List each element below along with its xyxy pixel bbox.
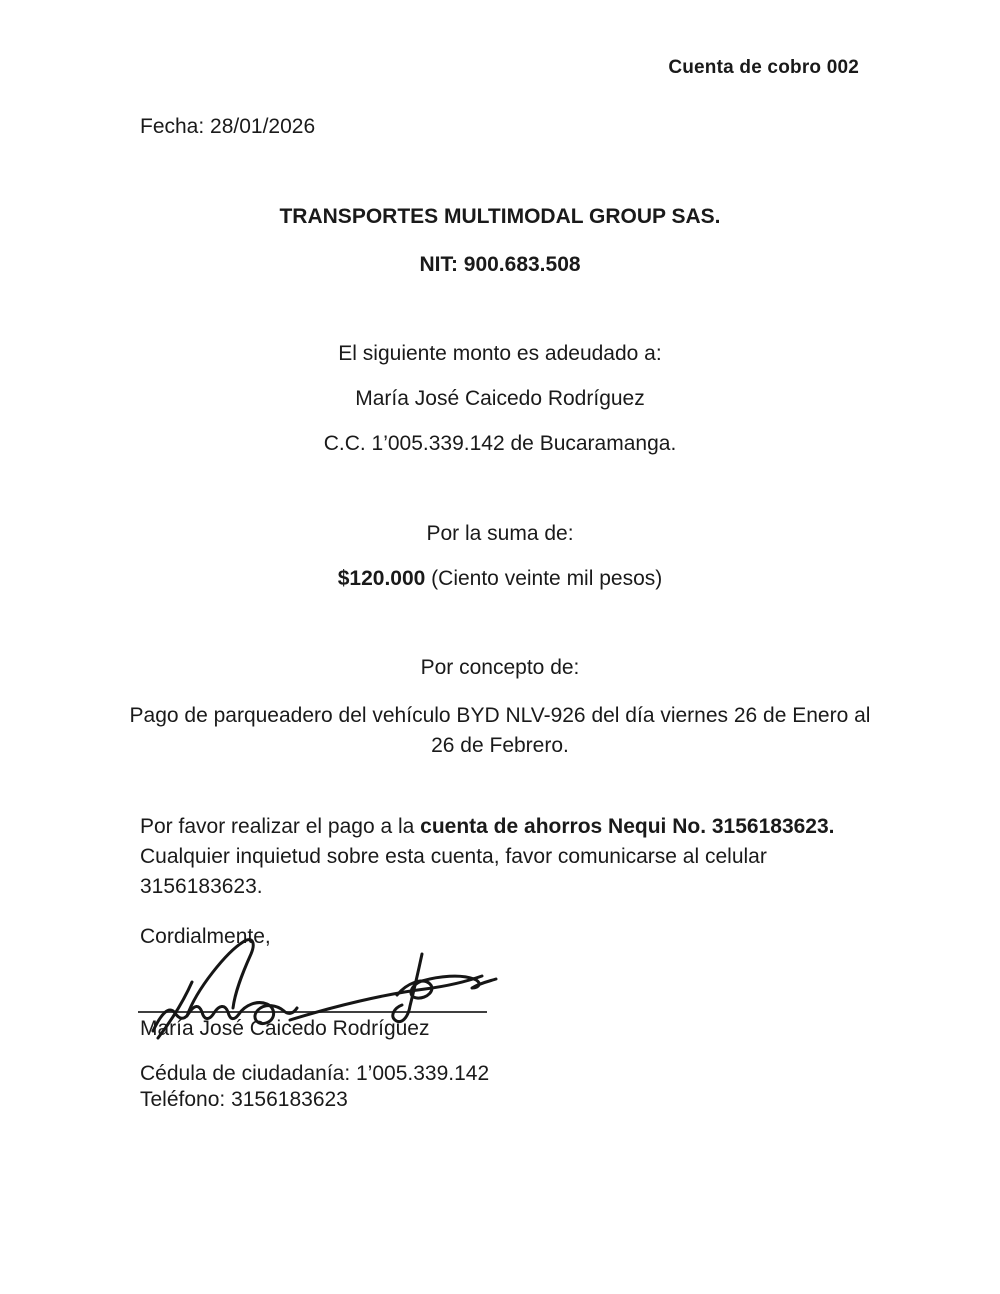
signature-sweep-stroke [290,976,482,1020]
owed-intro-line: El siguiente monto es adeudado a: [338,342,662,365]
company-name: TRANSPORTES MULTIMODAL GROUP SAS. [279,205,721,228]
payment-instructions [140,812,885,902]
concept-label: Por concepto de: [420,656,580,679]
document-number-header: Cuenta de cobro 002 [668,57,859,78]
amount-in-words: (Ciento veinte mil pesos) [425,567,663,590]
payee-name: María José Caicedo Rodríguez [355,387,645,410]
payment-account-bold: cuenta de ahorros Nequi No. 3156183623. [420,815,835,838]
payment-prefix: Por favor realizar el pago a la [140,815,421,838]
amount-line [0,566,1000,592]
signature-line [138,1011,487,1013]
signer-printed-name: María José Caicedo Rodríguez [140,1017,430,1040]
signer-id-line: Cédula de ciudadanía: 1’005.339.142 [140,1062,490,1085]
date-line: Fecha: 28/01/2026 [140,115,316,138]
payment-note-line: Cualquier inquietud sobre esta cuenta, favor comunicarse al celular 3156183623. [140,845,767,899]
amount-label: Por la suma de: [426,522,574,545]
signature-flourish-stroke [397,976,496,998]
concept-text: Pago de parqueadero del vehículo BYD NLV-926 del día viernes 26 de Enero al 26 de Febrero. [129,704,871,758]
signature-loop-stroke [187,940,253,1016]
closing-line: Cordialmente, [140,925,271,948]
payee-id-line: C.C. 1’005.339.142 de Bucaramanga. [323,432,677,455]
company-nit: NIT: 900.683.508 [419,253,581,276]
signer-phone-line: Teléfono: 3156183623 [140,1088,348,1111]
amount-value: $120.000 [337,567,426,590]
